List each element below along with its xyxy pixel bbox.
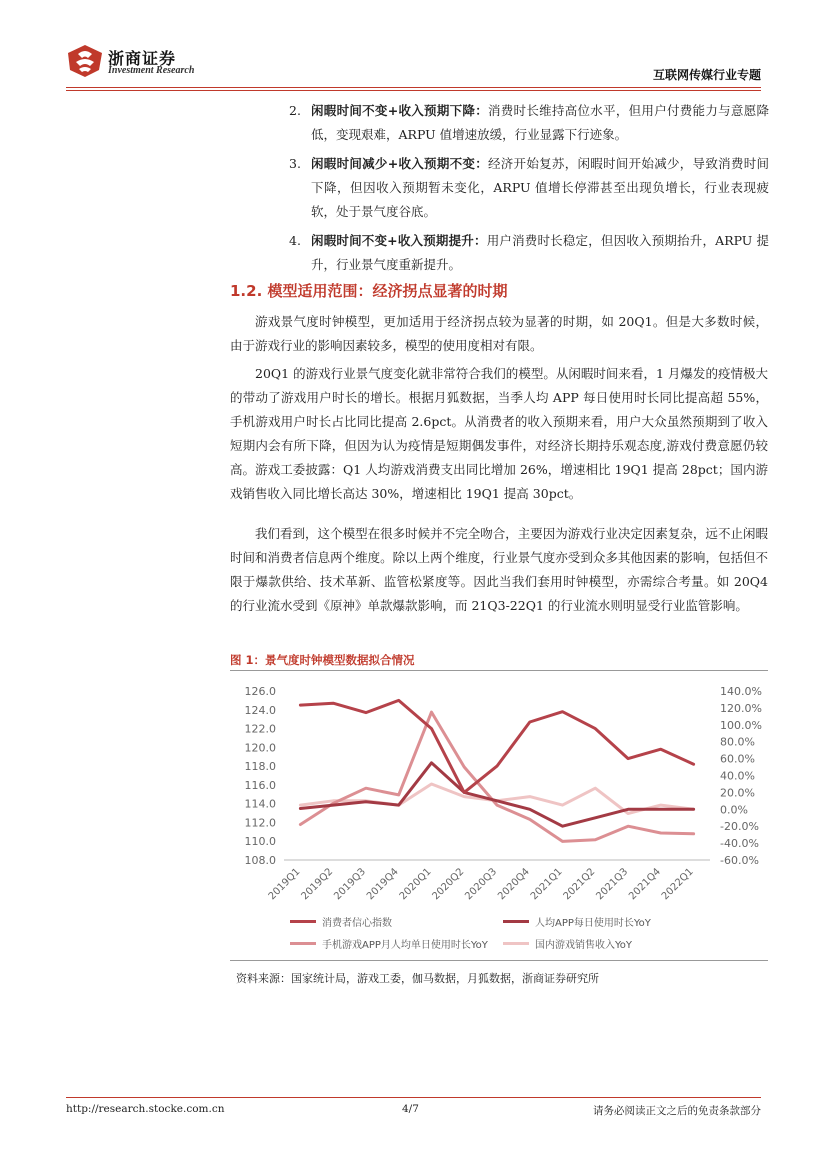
x-tick-label: 2020Q2 — [430, 866, 467, 903]
paragraph: 游戏景气度时钟模型，更加适用于经济拐点较为显著的时期，如 20Q1。但是大多数时候，由于游戏行业的影响因素较多，模型的使用度相对有限。 — [230, 314, 768, 353]
legend-label: 手机游戏APP月人均单日使用时长YoY — [322, 940, 488, 951]
legend-item — [290, 914, 392, 929]
legend-label: 国内游戏销售收入YoY — [535, 940, 633, 951]
legend-swatch — [290, 920, 316, 923]
y-left-tick-label: 108.0 — [244, 854, 276, 867]
footer-disclaimer: 请务必阅读正文之后的免责条款部分 — [593, 1105, 761, 1117]
list-item-number: 2. — [289, 103, 301, 118]
figure-top-rule — [230, 670, 768, 671]
x-tick-label: 2020Q4 — [496, 866, 532, 903]
x-tick-label: 2021Q4 — [627, 866, 663, 903]
figure-source: 资料来源：国家统计局，游戏工委，伽马数据，月狐数据，浙商证券研究所 — [236, 972, 599, 985]
y-right-tick-label: -40.0% — [720, 837, 759, 851]
page-number: 4/7 — [402, 1103, 419, 1115]
y-right-tick-label: 80.0% — [720, 735, 755, 749]
list-item-text: 用户消费时长稳定，但因收入预期抬升，ARPU 提升，行业景气度重新提升。 — [311, 233, 769, 272]
legend-label: 人均APP每日使用时长YoY — [535, 918, 651, 929]
figure-bottom-rule — [230, 960, 768, 961]
y-left-tick-label: 126.0 — [244, 685, 276, 698]
y-left-tick-label: 110.0 — [244, 835, 276, 849]
x-tick-label: 2020Q1 — [397, 866, 434, 903]
list-item — [289, 152, 769, 224]
header-rule — [66, 87, 761, 88]
list-item-number: 3. — [289, 156, 301, 171]
series-line-2 — [300, 712, 693, 841]
y-right-tick-label: 140.0% — [720, 685, 762, 698]
legend-item — [290, 936, 488, 951]
x-tick-label: 2021Q1 — [528, 866, 565, 903]
y-left-tick-label: 112.0 — [244, 816, 276, 830]
report-type: 互联网传媒行业专题 — [652, 68, 761, 82]
y-right-tick-label: 20.0% — [720, 786, 755, 800]
legend-label: 消费者信心指数 — [322, 918, 392, 929]
y-right-tick-label: -60.0% — [720, 854, 759, 867]
x-tick-label: 2019Q3 — [332, 866, 369, 903]
x-tick-label: 2019Q4 — [364, 866, 401, 903]
y-right-tick-label: 60.0% — [720, 752, 755, 766]
footer-link[interactable]: http://research.stocke.com.cn — [66, 1103, 225, 1115]
paragraph: 20Q1 的游戏行业景气度变化就非常符合我们的模型。从闲暇时间来看，1 月爆发的疫情极大的带动了游戏用户时长的增长。根据月狐数据，当季人均 APP 每日使用时长同比提高超 55%，手机游戏用户时长占比同比提高 2.6pct。从消费者的收入预期来看，用户大众虽然预期到了收入短期内会有所下降，但因为认为疫情是短期偶发事件，对经济长期持乐观态度,游戏付费意愿仍较高。游戏工委披露：Q1 人均游戏消费支出同比增加 26%，增速相比 19Q1 提高 28pct；国内游戏销售收入同比增长高达 30%，增速相比 19Q1 提高 30pct。 — [230, 366, 768, 501]
series-line-0 — [300, 700, 693, 792]
y-right-tick-label: 100.0% — [720, 718, 762, 732]
x-tick-label: 2020Q3 — [463, 866, 500, 903]
figure-title: 图 1：景气度时钟模型数据拟合情况 — [230, 653, 415, 667]
y-left-tick-label: 122.0 — [244, 722, 276, 736]
legend-swatch — [290, 942, 316, 945]
list-item-title: 闲暇时间不变+收入预期提升： — [311, 233, 487, 248]
x-tick-label: 2021Q3 — [594, 866, 631, 903]
legend-item — [503, 936, 632, 951]
x-tick-label: 2022Q1 — [659, 866, 696, 903]
list-item-text: 消费时长维持高位水平，但用户付费能力与意愿降低，变现艰难，ARPU 值增速放缓，行业显露下行迹象。 — [311, 103, 769, 142]
x-tick-label: 2019Q1 — [266, 866, 303, 903]
list-item — [289, 229, 769, 277]
header-rule-thin — [66, 90, 761, 91]
legend-swatch — [503, 920, 529, 923]
y-right-tick-label: 0.0% — [720, 803, 748, 817]
line-chart — [230, 672, 768, 914]
legend-item — [503, 914, 651, 929]
y-right-tick-label: 120.0% — [720, 701, 762, 715]
y-right-tick-label: -20.0% — [720, 820, 759, 834]
y-right-tick-label: 40.0% — [720, 769, 755, 783]
list-item-title: 闲暇时间不变+收入预期下降： — [311, 103, 488, 118]
list-item-title: 闲暇时间减少+收入预期不变： — [311, 156, 488, 171]
y-left-tick-label: 124.0 — [244, 703, 276, 717]
footer-rule — [66, 1097, 761, 1098]
y-left-tick-label: 116.0 — [244, 778, 276, 792]
list-item-number: 4. — [289, 233, 301, 248]
y-left-tick-label: 114.0 — [244, 797, 276, 811]
logo-text: 浙商证券 — [108, 49, 177, 68]
x-tick-label: 2019Q2 — [299, 866, 336, 903]
list-item-text: 经济开始复苏，闲暇时间开始减少，导致消费时间下降，但因收入预期暂未变化，ARPU 值增长停滞甚至出现负增长，行业表现疲软，处于景气度谷底。 — [311, 156, 769, 219]
x-tick-label: 2021Q2 — [561, 866, 598, 903]
legend-swatch — [503, 942, 529, 945]
y-left-tick-label: 118.0 — [244, 760, 276, 774]
logo-subtitle: Investment Research — [108, 65, 195, 76]
series-line-1 — [300, 763, 693, 826]
section-title: 1.2. 模型适用范围：经济拐点显著的时期 — [230, 282, 508, 300]
list-item — [289, 99, 769, 147]
logo-icon — [66, 44, 104, 78]
paragraph: 我们看到，这个模型在很多时候并不完全吻合，主要因为游戏行业决定因素复杂，远不止闲暇时间和消费者信息两个维度。除以上两个维度，行业景气度亦受到众多其他因素的影响，包括但不限于爆款供给、技术革新、监管松紧度等。因此当我们套用时钟模型，亦需综合考量。如 20Q4 的行业流水受到《原神》单款爆款影响，而 21Q3-22Q1 的行业流水则明显受行业监管影响。 — [230, 526, 768, 613]
y-left-tick-label: 120.0 — [244, 741, 276, 755]
